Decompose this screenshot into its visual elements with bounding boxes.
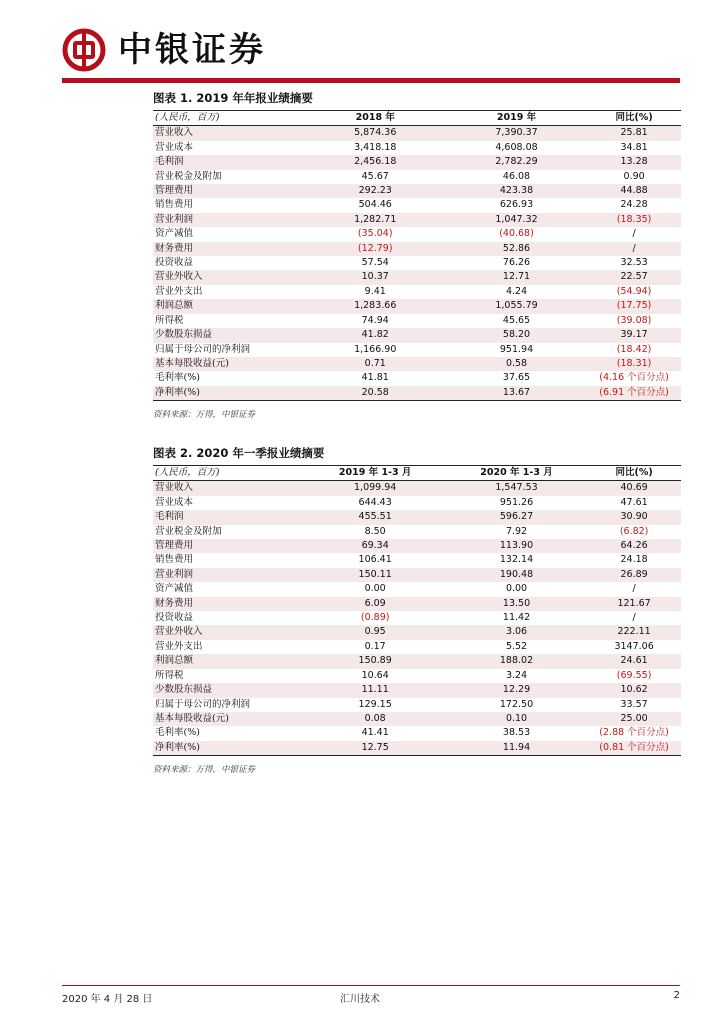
row-label: 投资收益 [155,257,194,269]
table-row [153,155,681,169]
table-cell: 2,782.29 [446,155,587,169]
table-cell: 644.43 [358,496,392,508]
table-cell: 76.26 [502,257,531,269]
table-cell: 74.94 [361,314,389,326]
row-label: 资产减值 [155,228,194,240]
row-label: 少数股东损益 [153,328,305,342]
table-cell: 10.64 [361,669,389,681]
row-label: 资产减值 [155,583,194,595]
table-cell: 0.71 [305,357,446,371]
table-cell: (6.82) [619,525,649,537]
table-cell: 106.41 [358,554,392,566]
row-label: 管理费用 [153,184,305,198]
table-cell: 39.17 [587,328,681,342]
table-cell: 8.50 [364,525,386,537]
row-label: 投资收益 [155,612,194,624]
header-rule [62,78,680,83]
table-cell: 57.54 [361,257,389,269]
row-label: 所得税 [155,314,184,326]
table-cell: 6.09 [304,597,445,611]
row-label: 营业利润 [153,213,305,227]
row-label: 毛利润 [153,510,304,524]
table-cell: 58.20 [446,328,587,342]
column-header: 同比(%) [615,112,653,123]
table-cell: 7,390.37 [446,126,587,141]
table-cell: 64.26 [587,539,681,553]
row-label: 营业收入 [153,481,304,496]
table-cell: / [632,612,636,624]
table-row [153,371,681,385]
column-header: 2019 年 [496,112,537,123]
brand-name: 中银证券 [118,30,266,70]
table-cell: 46.08 [502,170,531,182]
table-cell: 626.93 [499,199,534,211]
table-cell: 44.88 [587,184,681,198]
table-cell: 596.27 [446,510,587,524]
table-row [153,669,681,683]
row-label: 毛利率(%) [155,727,200,739]
table-cell: (54.94) [616,285,652,297]
page-header [62,28,682,78]
table-cell: (18.42) [616,343,652,355]
table-cell: 33.57 [620,698,648,710]
table-cell: (40.68) [499,228,534,240]
boc-logo-icon [62,28,106,72]
row-label: 财务费用 [153,242,305,256]
row-label: 营业成本 [155,141,194,153]
row-label: 毛利润 [153,155,305,169]
table-cell: 0.08 [304,712,445,726]
row-label: 毛利率(%) [155,372,200,384]
table-cell: 0.95 [304,625,445,639]
table-cell: 37.65 [502,372,531,384]
table-cell: 0.00 [364,583,386,595]
table-cell: 11.11 [304,683,445,697]
table-cell: (0.89) [360,612,390,624]
row-label: 财务费用 [153,597,304,611]
row-label: 营业外收入 [153,625,304,639]
row-label: 营业税金及附加 [155,170,222,182]
table-cell: 132.14 [499,554,534,566]
table-row [153,553,681,567]
table-cell: 10.62 [587,683,681,697]
table-cell: 40.69 [587,481,681,496]
table-cell: 3.24 [505,669,528,681]
table-cell: 24.28 [620,199,648,211]
row-label: 营业外收入 [153,270,305,284]
table-row [153,611,681,625]
table-cell: 7.92 [505,525,528,537]
footer-company: 汇川技术 [340,994,380,1005]
table-cell: 0.58 [446,357,587,371]
table2-header-row [153,466,681,481]
table-cell: 11.42 [502,612,531,624]
table-row [153,213,681,227]
table-row [153,539,681,553]
table-row [153,386,681,401]
table-row [153,170,681,184]
table-row [153,328,681,342]
table-cell: 9.41 [364,285,386,297]
table-cell: 41.41 [361,727,389,739]
table-row [153,525,681,539]
table-cell: 423.38 [446,184,587,198]
table-cell: 22.57 [587,270,681,284]
table-cell: 0.90 [623,170,645,182]
table-cell: (18.35) [587,213,681,227]
table-row [153,741,681,756]
table-row [153,683,681,697]
table-cell: 0.10 [446,712,587,726]
table-row [153,227,681,241]
table-row [153,654,681,668]
table1-header-row [153,111,681,126]
row-label: 利润总额 [153,654,304,668]
table-cell: 12.75 [304,741,445,756]
column-header: 2018 年 [355,112,395,123]
table-cell: 1,047.32 [446,213,587,227]
table2-title: 图表 2. 2020 年一季报业绩摘要 [153,446,325,460]
table-cell: 1,283.66 [305,299,446,313]
row-label: 基本每股收益(元) [153,712,304,726]
table-cell: 38.53 [502,727,531,739]
table-cell: 150.89 [304,654,445,668]
table-row [153,640,681,654]
table-cell: 113.90 [446,539,587,553]
footer-rule [62,985,680,986]
row-label: 净利率(%) [153,386,305,401]
table-cell: (39.08) [616,314,652,326]
table-cell: 190.48 [446,568,587,582]
row-label: 所得税 [155,669,184,681]
table-row [153,726,681,740]
table-row [153,270,681,284]
row-label: 销售费用 [155,554,194,566]
table-row [153,256,681,270]
table-cell: 20.58 [305,386,446,401]
table-cell: 951.94 [499,343,534,355]
table-cell: 34.81 [620,141,648,153]
table-cell: (17.75) [587,299,681,313]
table-cell: 10.37 [305,270,446,284]
table-cell: 24.61 [587,654,681,668]
table-cell: 292.23 [305,184,446,198]
table-cell: 455.51 [304,510,445,524]
table-row [153,510,681,524]
table-row [153,184,681,198]
table-cell: 25.81 [587,126,681,141]
column-header: (人民币，百万) [155,112,220,123]
table-cell: 3,418.18 [354,141,397,153]
row-label: 营业外支出 [155,285,203,297]
table-cell: 3.06 [446,625,587,639]
table-cell: 25.00 [587,712,681,726]
table-cell: 1,547.53 [446,481,587,496]
table1-title: 图表 1. 2019 年年报业绩摘要 [153,91,313,105]
row-label: 利润总额 [153,299,305,313]
table-cell: (2.88 个百分点) [599,727,669,739]
table-cell: 5.52 [505,640,528,652]
row-label: 归属于母公司的净利润 [155,343,251,355]
table-row [153,712,681,726]
table1 [153,110,681,401]
table-cell: 13.28 [587,155,681,169]
table-cell: 1,099.94 [304,481,445,496]
page-number: 2 [673,990,680,1001]
table-cell: (6.91 个百分点) [587,386,681,401]
table-cell: 951.26 [499,496,534,508]
table-cell: 47.61 [620,496,648,508]
table-cell: 4,608.08 [495,141,538,153]
table-cell: (69.55) [616,669,652,681]
row-label: 营业税金及附加 [155,525,222,537]
table2 [153,465,681,756]
column-header: (人民币，百万) [155,467,220,478]
table-row [153,597,681,611]
table-cell: 1,282.71 [305,213,446,227]
table-cell: / [632,228,636,240]
table-cell: 504.46 [358,199,392,211]
table-cell: 30.90 [587,510,681,524]
table-row [153,299,681,313]
table-cell: 45.65 [502,314,531,326]
table-row [153,242,681,256]
table-cell: 150.11 [304,568,445,582]
row-label: 归属于母公司的净利润 [155,698,251,710]
table-row [153,625,681,639]
footer-date: 2020 年 4 月 28 日 [62,994,153,1005]
table-cell: 222.11 [587,625,681,639]
table-cell: 1,055.79 [446,299,587,313]
table-cell: 4.24 [505,285,528,297]
table-cell: (4.16 个百分点) [599,372,669,384]
table-cell: 12.29 [446,683,587,697]
table-cell: 24.18 [620,554,648,566]
column-header: 2020 年 1-3 月 [480,467,553,478]
table-cell: 13.67 [446,386,587,401]
table-cell: (35.04) [357,228,393,240]
table-cell: (18.31) [587,357,681,371]
table-cell: 0.00 [505,583,528,595]
table-cell: 3147.06 [614,640,654,652]
table-row [153,126,681,141]
column-header: 同比(%) [615,467,653,478]
table-cell: 5,874.36 [305,126,446,141]
table-cell: 13.50 [446,597,587,611]
table-row [153,198,681,212]
table-cell: 32.53 [620,257,648,269]
row-label: 营业收入 [153,126,305,141]
table-row [153,481,681,496]
table-cell: 129.15 [358,698,392,710]
row-label: 基本每股收益(元) [153,357,305,371]
table-row [153,285,681,299]
row-label: 营业外支出 [155,640,203,652]
table-cell: (12.79) [305,242,446,256]
table-cell: 41.82 [305,328,446,342]
column-header: 2019 年 1-3 月 [338,467,412,478]
row-label: 净利率(%) [153,741,304,756]
table-cell: 12.71 [446,270,587,284]
row-label: 管理费用 [153,539,304,553]
row-label: 少数股东损益 [153,683,304,697]
table-cell: 45.67 [361,170,389,182]
table-row [153,343,681,357]
table-cell: 188.02 [446,654,587,668]
table-row [153,357,681,371]
table-row [153,568,681,582]
table-cell: 0.17 [364,640,386,652]
table-cell: 1,166.90 [354,343,397,355]
row-label: 营业成本 [155,496,194,508]
table2-source: 资料来源：万得，中银证券 [153,765,256,775]
table-row [153,496,681,510]
table-cell: (0.81 个百分点) [587,741,681,756]
table-cell: 2,456.18 [305,155,446,169]
table-row [153,582,681,596]
table1-source: 资料来源：万得，中银证券 [153,410,256,420]
table-cell: 69.34 [304,539,445,553]
table-cell: 26.89 [587,568,681,582]
table-row [153,314,681,328]
table-row [153,698,681,712]
row-label: 营业利润 [153,568,304,582]
table-cell: / [632,583,636,595]
table-cell: 52.86 [446,242,587,256]
table-cell: / [587,242,681,256]
table-cell: 121.67 [587,597,681,611]
table-cell: 172.50 [499,698,534,710]
table-row [153,141,681,155]
table-cell: 11.94 [446,741,587,756]
table-cell: 41.81 [361,372,389,384]
row-label: 销售费用 [155,199,194,211]
